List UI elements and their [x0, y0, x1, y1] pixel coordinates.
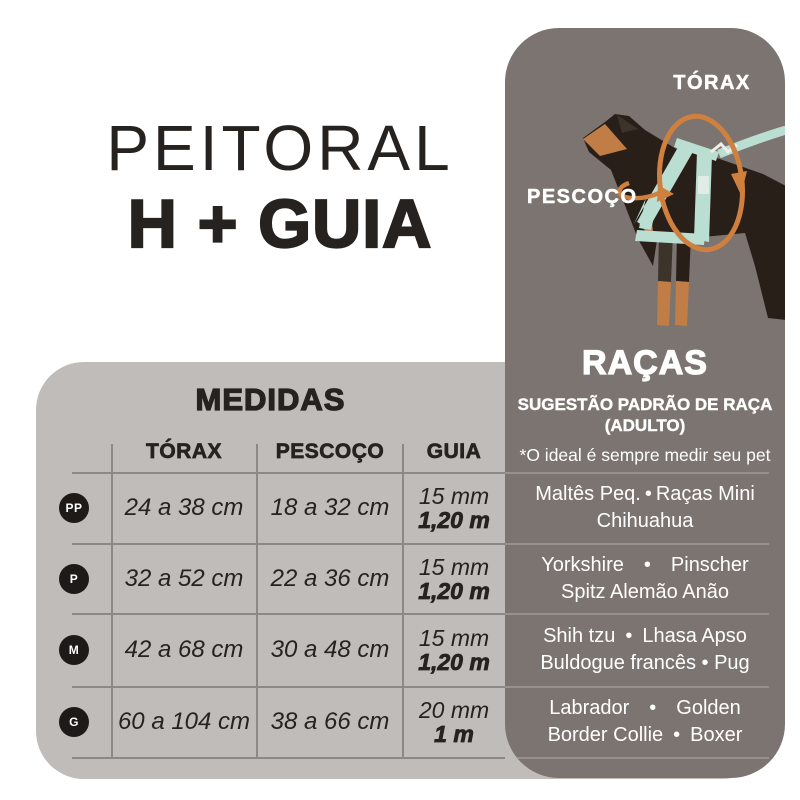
breed-line: Buldogue francês • Pug	[540, 652, 750, 674]
breeds-heading: RAÇAS	[582, 344, 708, 382]
breed-line: Maltês Peq. • Raças Mini	[535, 483, 755, 505]
guia-length: 1,20 m	[418, 578, 490, 604]
table-divider-horizontal	[72, 757, 505, 759]
table-divider-horizontal	[72, 543, 505, 545]
table-cell-guia	[418, 484, 490, 532]
table-cell-torax: 32 a 52 cm	[124, 565, 244, 592]
breed-row-p	[513, 551, 777, 607]
table-divider-horizontal	[72, 613, 505, 615]
breed-line: Yorkshire • Pinscher	[541, 554, 749, 576]
table-cell-torax: 42 a 68 cm	[124, 636, 244, 663]
table-cell-guia	[419, 698, 489, 746]
breeds-divider	[505, 686, 769, 688]
table-divider-horizontal	[72, 686, 505, 688]
size-badge-p: P	[59, 564, 89, 594]
breed-line: Shih tzu • Lhasa Apso	[543, 625, 747, 647]
breeds-note: *O ideal é sempre medir seu pet	[519, 445, 771, 465]
guia-length: 1,20 m	[418, 507, 490, 533]
breeds-divider	[505, 613, 769, 615]
table-cell-torax: 24 a 38 cm	[124, 494, 244, 521]
size-badge-g: G	[59, 707, 89, 737]
breeds-subheading	[514, 394, 776, 436]
breeds-divider	[505, 472, 769, 474]
breeds-panel	[505, 28, 785, 778]
guia-width: 20 mm	[418, 697, 490, 723]
breed-row-pp	[513, 480, 777, 536]
breed-row-m	[513, 622, 777, 678]
size-badge-m: M	[59, 635, 89, 665]
table-divider-vertical	[256, 444, 258, 758]
measures-heading: MEDIDAS	[195, 382, 346, 417]
breed-line: Labrador • Golden	[549, 697, 741, 719]
guia-width: 15 mm	[418, 483, 490, 509]
table-cell-pescoco: 18 a 32 cm	[270, 494, 390, 521]
guia-width: 15 mm	[418, 554, 490, 580]
breed-line: Spitz Alemão Anão	[561, 581, 729, 603]
thorax-label: TÓRAX	[673, 72, 751, 94]
breeds-divider	[505, 757, 769, 759]
breeds-divider	[505, 543, 769, 545]
table-cell-pescoco: 22 a 36 cm	[270, 565, 390, 592]
title-line-model: H + GUIA	[127, 186, 433, 262]
table-cell-pescoco: 38 a 66 cm	[270, 708, 390, 735]
breed-line: Chihuahua	[596, 510, 694, 532]
table-divider-horizontal	[72, 472, 505, 474]
column-header-guia: GUIA	[426, 440, 482, 463]
table-cell-torax: 60 a 104 cm	[117, 708, 251, 735]
breed-row-g	[513, 694, 777, 750]
size-badge-pp: PP	[59, 493, 89, 523]
breed-line: Border Collie • Boxer	[547, 724, 743, 746]
guia-width: 15 mm	[418, 625, 490, 651]
table-cell-guia	[418, 626, 490, 674]
guia-length: 1,20 m	[418, 649, 490, 675]
table-divider-vertical	[111, 444, 113, 758]
column-header-pescoco: PESCOÇO	[275, 440, 385, 463]
table-cell-pescoco: 30 a 48 cm	[270, 636, 390, 663]
breeds-subheading-line2: (ADULTO)	[604, 416, 686, 435]
title-line-product: PEITORAL	[106, 112, 454, 184]
neck-label: PESCOÇO	[527, 186, 638, 208]
breeds-subheading-line1: SUGESTÃO PADRÃO DE RAÇA	[517, 395, 773, 414]
table-cell-guia	[418, 555, 490, 603]
guia-length: 1 m	[434, 721, 474, 747]
column-header-torax: TÓRAX	[146, 440, 222, 463]
table-divider-vertical	[402, 444, 404, 758]
